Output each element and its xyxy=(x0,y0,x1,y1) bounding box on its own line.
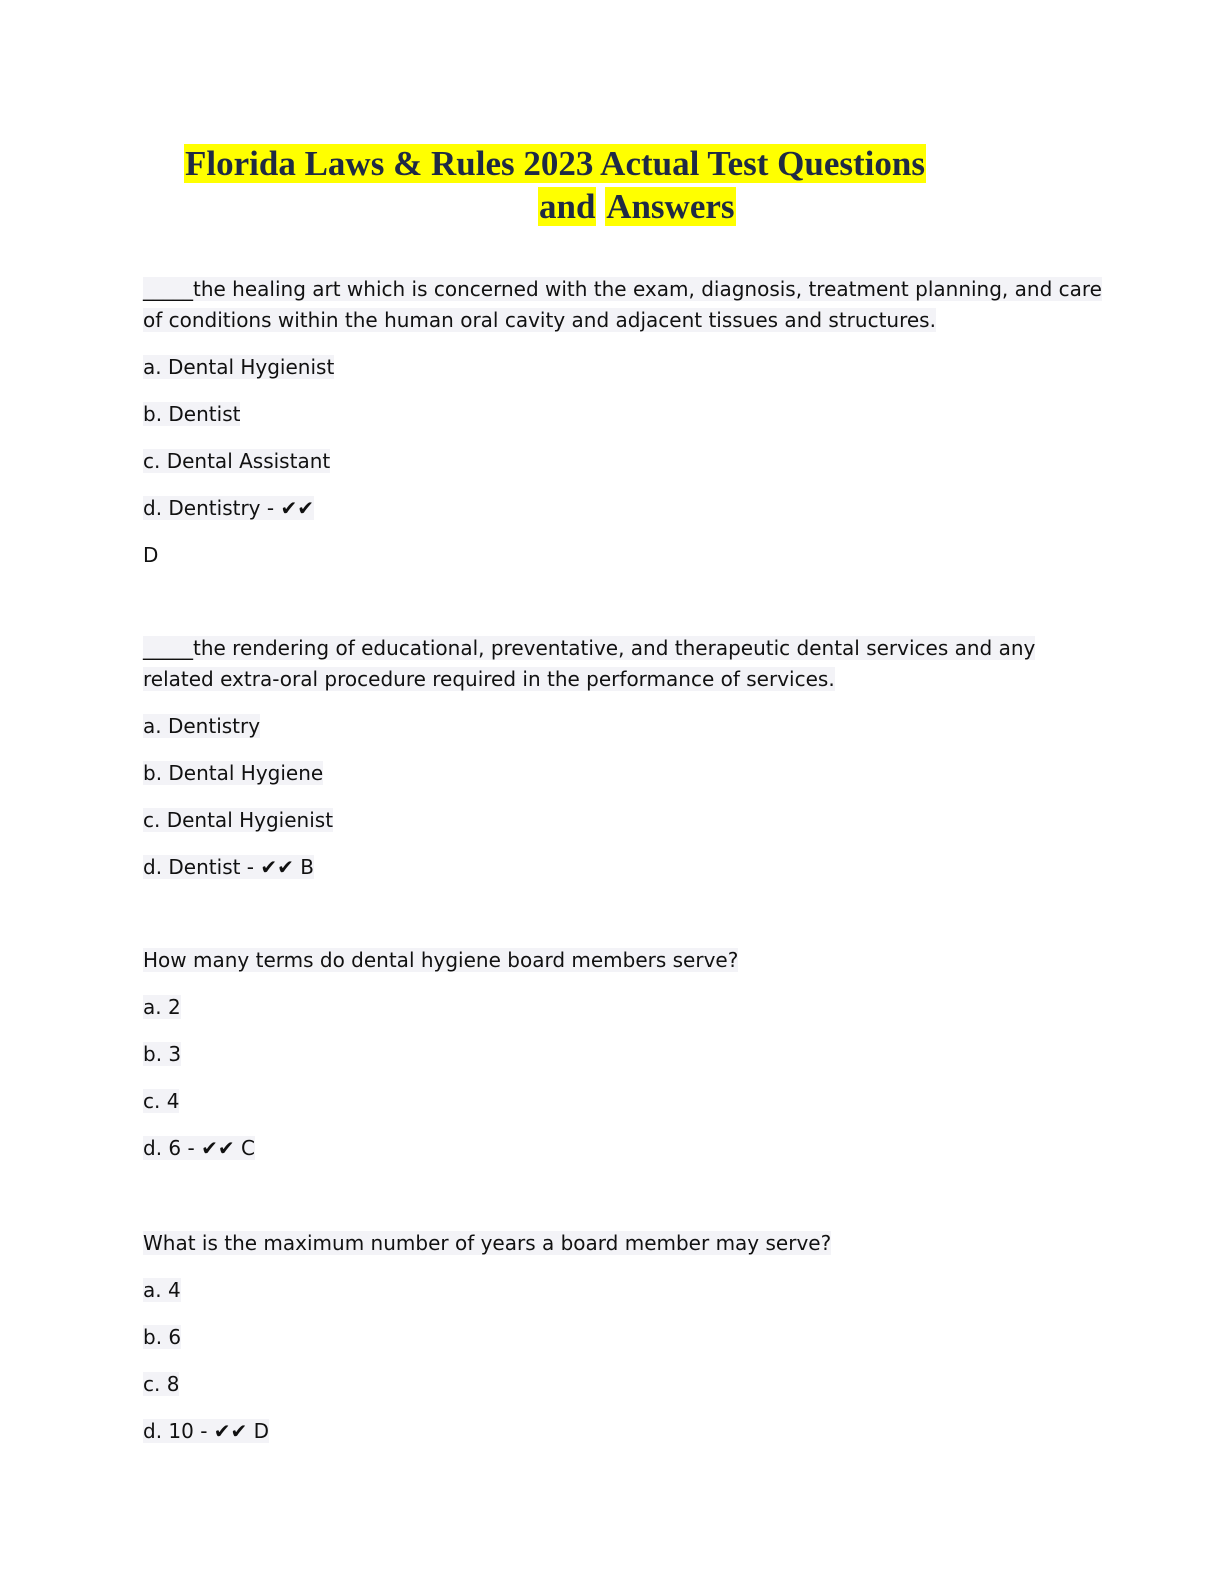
question-2-option-b: b. Dental Hygiene xyxy=(143,761,324,785)
question-3-prompt: How many terms do dental hygiene board members serve? xyxy=(143,948,739,972)
question-2-option-d: d. Dentist - ✔✔ B xyxy=(143,855,314,879)
question-1-prompt-line-1: _____the healing art which is concerned with the exam, diagnosis, treatment planning, and care xyxy=(143,277,1102,301)
question-4-option-d: d. 10 - ✔✔ D xyxy=(143,1419,270,1443)
document-title-line-1 xyxy=(184,143,926,185)
question-4-prompt: What is the maximum number of years a board member may serve? xyxy=(143,1231,832,1255)
document-title-line-2 xyxy=(538,186,736,228)
question-2-option-c: c. Dental Hygienist xyxy=(143,808,334,832)
question-2-option-a: a. Dentistry xyxy=(143,714,261,738)
question-1-prompt-line-2: of conditions within the human oral cavity and adjacent tissues and structures. xyxy=(143,308,936,332)
title-highlight: Answers xyxy=(606,187,735,226)
question-1-option-d: d. Dentistry - ✔✔ xyxy=(143,496,314,520)
question-1-option-a: a. Dental Hygienist xyxy=(143,355,335,379)
question-2-prompt-line-1: _____the rendering of educational, preventative, and therapeutic dental services and any xyxy=(143,636,1036,660)
question-1-answer: D xyxy=(143,543,159,567)
question-3-option-a: a. 2 xyxy=(143,995,181,1019)
question-3-option-d: d. 6 - ✔✔ C xyxy=(143,1136,255,1160)
question-1-option-b: b. Dentist xyxy=(143,402,241,426)
title-highlight: and xyxy=(539,187,596,226)
question-1-option-c: c. Dental Assistant xyxy=(143,449,331,473)
question-4-option-a: a. 4 xyxy=(143,1278,181,1302)
question-3-option-b: b. 3 xyxy=(143,1042,182,1066)
question-4-option-c: c. 8 xyxy=(143,1372,180,1396)
question-3-option-c: c. 4 xyxy=(143,1089,180,1113)
title-highlight: Florida Laws & Rules 2023 Actual Test Questions xyxy=(185,144,925,183)
question-2-prompt-line-2: related extra-oral procedure required in the performance of services. xyxy=(143,667,835,691)
question-4-option-b: b. 6 xyxy=(143,1325,182,1349)
